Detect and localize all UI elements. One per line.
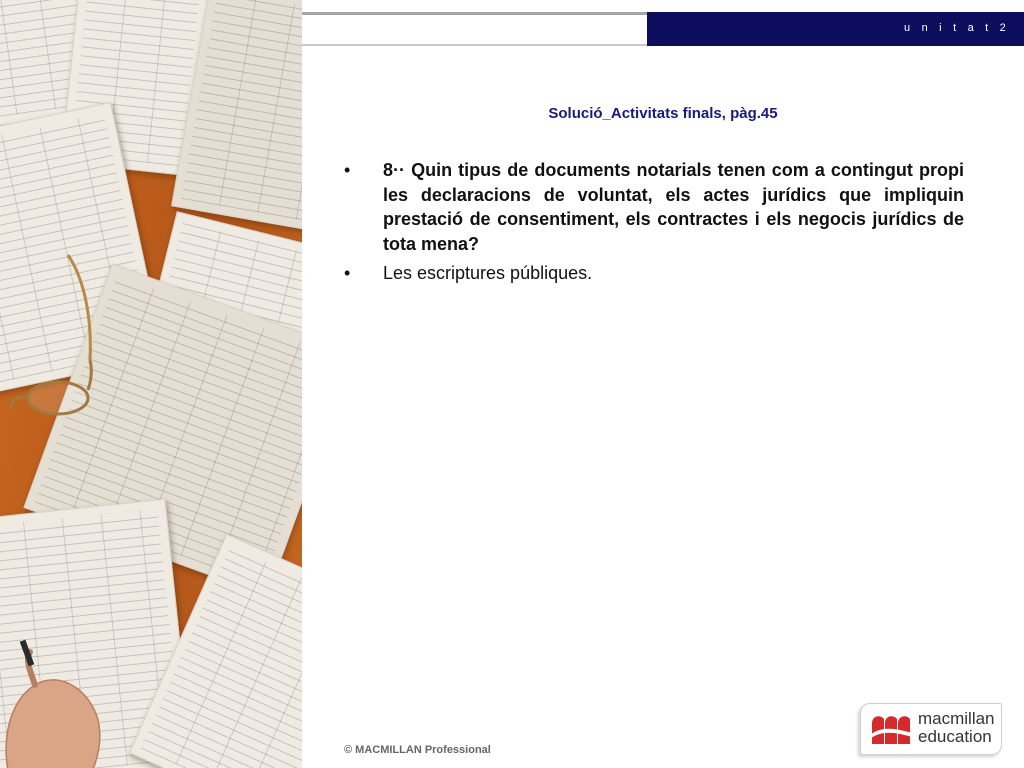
logo-line-1: macmillan — [918, 709, 995, 728]
unit-label: u n i t a t 2 — [904, 22, 1010, 34]
macmillan-logo-mark-icon — [870, 713, 912, 746]
logo-wordmark — [918, 710, 995, 746]
hand-with-pen-icon — [0, 630, 130, 768]
bullet-text: Les escriptures públiques. — [383, 263, 593, 283]
bullet-text: 8·· Quin tipus de documents notarials tenen com a contingut propi les declaracions de voluntat, els actes jurídics que impliquin prestació de consentiment, els contractes i els negocis jurídics de tota mena? — [383, 160, 964, 254]
header-rule-lower — [302, 44, 648, 46]
decorative-photo-panel — [0, 0, 302, 768]
bullet-item-question — [344, 158, 964, 256]
bullet-item-answer — [344, 261, 964, 286]
slide-title: Solució_Activitats finals, pàg.45 — [548, 105, 778, 122]
header-rule — [302, 12, 648, 15]
copyright-text: © MACMILLAN Professional — [344, 744, 491, 756]
bullet-marker: • — [344, 263, 351, 283]
bullet-list — [344, 158, 964, 286]
bullet-marker: • — [344, 160, 351, 180]
unit-header-bar — [647, 12, 1024, 46]
glasses-icon — [10, 250, 120, 430]
logo-line-2: education — [918, 727, 992, 746]
macmillan-education-logo — [860, 703, 1002, 755]
